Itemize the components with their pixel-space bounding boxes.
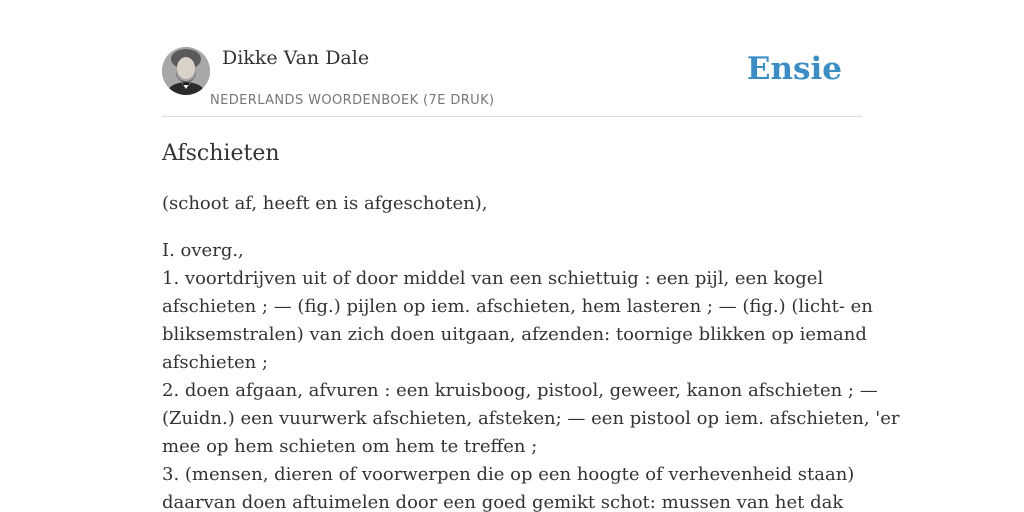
definition-line: I. overg., (162, 240, 244, 261)
definition-line: daarvan doen aftuimelen door een goed gemikt schot: mussen van het dak (162, 492, 844, 512)
definition-line: (Zuidn.) een vuurwerk afschieten, afsteken; — een pistool op iem. afschieten, 'er (162, 408, 900, 429)
author-name[interactable]: Dikke Van Dale (222, 47, 370, 69)
site-header (162, 0, 862, 117)
definition-line: mee op hem schieten om hem te treffen ; (162, 436, 538, 457)
definition-line: 1. voortdrijven uit of door middel van een schiettuig : een pijl, een kogel (162, 268, 824, 289)
ensie-logo[interactable]: Ensie (746, 51, 842, 87)
definition-line: bliksemstralen) van zich doen uitgaan, afzenden: toornige blikken op iemand (162, 324, 867, 345)
entry-definition (162, 237, 900, 512)
entry-grammar: (schoot af, heeft en is afgeschoten), (162, 193, 488, 214)
author-avatar[interactable] (162, 47, 210, 95)
definition-line: afschieten ; — (fig.) pijlen op iem. afschieten, hem lasteren ; — (fig.) (licht- en (162, 296, 873, 317)
dictionary-source[interactable]: NEDERLANDS WOORDENBOEK (7E DRUK) (210, 93, 495, 108)
portrait-icon (162, 47, 210, 95)
definition-line: 2. doen afgaan, afvuren : een kruisboog, pistool, geweer, kanon afschieten ; — (162, 380, 878, 401)
definition-line: 3. (mensen, dieren of voorwerpen die op een hoogte of verhevenheid staan) (162, 464, 855, 485)
entry-content (162, 138, 900, 512)
entry-title: Afschieten (162, 141, 280, 166)
definition-line: afschieten ; (162, 352, 268, 373)
